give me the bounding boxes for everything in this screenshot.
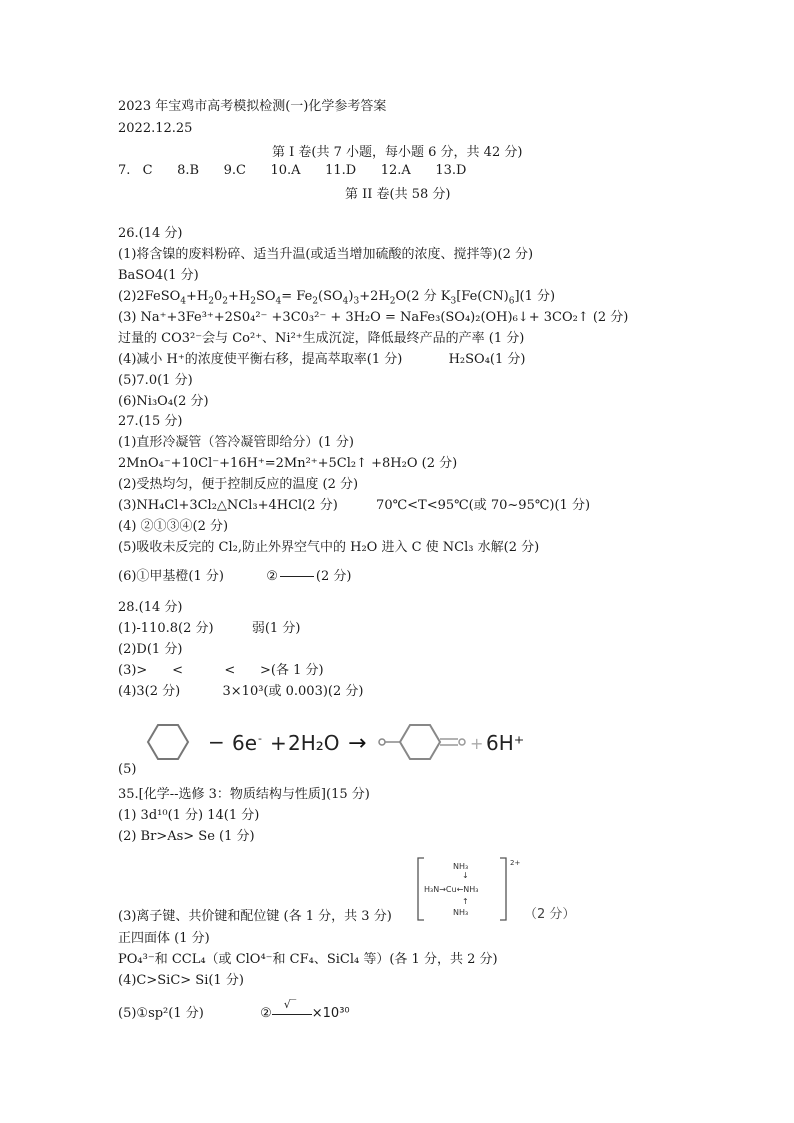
q28-line3: (3)> < < >(各 1 分) — [118, 663, 324, 678]
q26-line2: BaSO4(1 分) — [118, 268, 199, 283]
q35-line3: (3)离子键、共价键和配位键 (各 1 分，共 3 分) — [118, 909, 392, 924]
eq-electrons: 6e — [232, 731, 258, 755]
mc-answers: 7. C 8.B 9.C 10.A 11.D 12.A 13.D — [118, 163, 467, 178]
q26-eq-part: O(2 分 K — [395, 289, 451, 304]
q26-line1: (1)将含镍的废料粉碎、适当升温(或适当增加硫酸的浓度、搅拌等)(2 分) — [118, 247, 534, 262]
document-date: 2022.12.25 — [118, 121, 193, 136]
q26-eq-part: +H — [186, 289, 209, 304]
q27-line3: (2)受热均匀，便于控制反应的温度 (2 分) — [118, 477, 359, 492]
fraction-bar — [280, 576, 314, 577]
q35-heading: 35.[化学--选修 3：物质结构与性质](15 分) — [118, 787, 370, 802]
q26-line6-left: (4)减小 H⁺的浓度使平衡右移，提高萃取率(1 分) — [118, 352, 403, 367]
q27-line6: (5)吸收未反完的 Cl₂,防止外界空气中的 H₂O 进入 C 使 NCl₃ 水解(2 分) — [118, 540, 540, 555]
q26-eq-part: ](1 分) — [514, 289, 556, 304]
q28-line5: (5) — [118, 762, 137, 777]
cyclohexane-ring — [148, 725, 188, 759]
complex-score: （2 分） — [524, 907, 576, 922]
svg-text:↓: ↓ — [462, 871, 469, 880]
complex-charge: 2+ — [510, 859, 521, 867]
fraction-bar — [272, 1014, 312, 1015]
q27-line1: (1)直形冷凝管（答冷凝管即给分）(1 分) — [118, 435, 354, 450]
oxygen-atom-left — [379, 739, 385, 745]
q27-line7 — [118, 568, 351, 586]
q27-line4 — [118, 497, 590, 515]
q26-eq-part: +2H — [359, 289, 390, 304]
quinone-ring — [400, 725, 440, 759]
q26-line4: (3) Na⁺+3Fe³⁺+2S0₄²⁻ +3C0₃²⁻ + 3H₂O = NaFe₃(SO₄)₂(OH)₆↓+ 3CO₂↑ (2 分) — [118, 310, 629, 325]
oxygen-atom-right — [459, 739, 465, 745]
eq-minus: − — [208, 730, 225, 754]
q26-eq-part: (2)2FeSO — [118, 289, 181, 304]
q35-line7 — [118, 997, 350, 1023]
q26-eq-part: (SO — [318, 289, 343, 304]
q35-line7-power: ×10³⁰ — [311, 1006, 350, 1021]
q35-line4: 正四面体 (1 分) — [118, 931, 210, 946]
q35-fraction — [272, 997, 312, 1021]
q26-line3: $(2)2FeSO_4+H_20_2+H_2SO_4= Fe_2(SO_4)_3+2H_2O(2$ 分 $K_3[Fe(CN)_6](1$ 分) — [118, 289, 556, 307]
svg-text:-: - — [258, 732, 262, 745]
q27-line7-score: (2 分) — [315, 569, 352, 584]
right-bracket — [500, 858, 506, 920]
q28-heading: 28.(14 分) — [118, 600, 183, 615]
q28-line1-right: 弱(1 分) — [251, 621, 301, 636]
electrode-reaction-diagram — [140, 716, 580, 768]
svg-text:↑: ↑ — [462, 897, 469, 906]
ligand-top: NH₃ — [453, 862, 469, 871]
part1-title: 第 I 卷(共 7 小题，每小题 6 分，共 42 分) — [272, 145, 523, 160]
q26-line6-right: H₂SO₄(1 分) — [448, 352, 526, 367]
q26-heading: 26.(14 分) — [118, 226, 183, 241]
q35-line2: (2) Br>As> Se (1 分) — [118, 829, 255, 844]
q28-line4 — [118, 683, 363, 701]
q26-eq-part: +H — [227, 289, 251, 304]
q27-line4-left: (3)NH₄Cl+3Cl₂△NCl₃+4HCl(2 分) — [118, 498, 338, 513]
reaction-arrow: → — [348, 731, 367, 756]
svg-text:+: + — [470, 734, 484, 753]
q26-eq-part: [Fe(CN) — [456, 289, 509, 304]
q35-line7-left: (5)①sp²(1 分) — [118, 1006, 204, 1021]
q35-line7-circle: ② — [260, 1006, 272, 1021]
eq-protons: 6H⁺ — [486, 731, 525, 755]
q27-line7-left: (6)①甲基橙(1 分) — [118, 569, 224, 584]
q35-line5: PO₄³⁻和 CCL₄（或 ClO⁴⁻和 CF₄、SiCl₄ 等）(各 1 分，共 2 分) — [118, 952, 498, 967]
q26-eq-part: 0 — [213, 289, 223, 304]
q27-line2: 2MnO₄⁻+10Cl⁻+16H⁺=2Mn²⁺+5Cl₂↑ +8H₂O (2 分) — [118, 456, 458, 471]
eq-plus: + — [270, 731, 287, 755]
q26-line8: (6)Ni₃O₄(2 分) — [118, 394, 209, 409]
q35-line1: (1) 3d¹⁰(1 分) 14(1 分) — [118, 808, 260, 823]
q26-line5: 过量的 CO3²⁻会与 Co²⁺、Ni²⁺生成沉淀，降低最终产品的产率 (1 分) — [118, 331, 525, 346]
document-title: 2023 年宝鸡市高考模拟检测(一)化学参考答案 — [118, 99, 387, 114]
q35-line6: (4)C>SiC> Si(1 分) — [118, 973, 244, 988]
q27-line5: (4) ②①③④(2 分) — [118, 519, 229, 534]
eq-water: 2H₂O — [288, 731, 340, 755]
sqrt-symbol: √‾ — [283, 997, 297, 1011]
q28-line4-left: (4)3(2 分) — [118, 684, 181, 699]
ligand-bottom: NH₃ — [453, 908, 469, 917]
q26-line6 — [118, 351, 525, 369]
q28-line2: (2)D(1 分) — [118, 642, 183, 657]
part2-title: 第 II 卷(共 58 分) — [345, 187, 451, 202]
q27-line4-right: 70℃<T<95℃(或 70~95℃)(1 分) — [376, 498, 591, 513]
complex-center-row: H₃N→Cu←NH₃ — [424, 885, 479, 894]
q27-heading: 27.(15 分) — [118, 414, 183, 429]
q27-line7-circle: ② — [266, 569, 278, 584]
q28-line1-left: (1)-110.8(2 分) — [118, 621, 214, 636]
q26-eq-part: = Fe — [281, 289, 313, 304]
q26-line7: (5)7.0(1 分) — [118, 373, 193, 388]
copper-complex-structure — [416, 854, 576, 926]
q28-line1 — [118, 620, 300, 638]
q26-eq-part: SO — [255, 289, 276, 304]
q28-line4-right: 3×10³(或 0.003)(2 分) — [222, 684, 364, 699]
